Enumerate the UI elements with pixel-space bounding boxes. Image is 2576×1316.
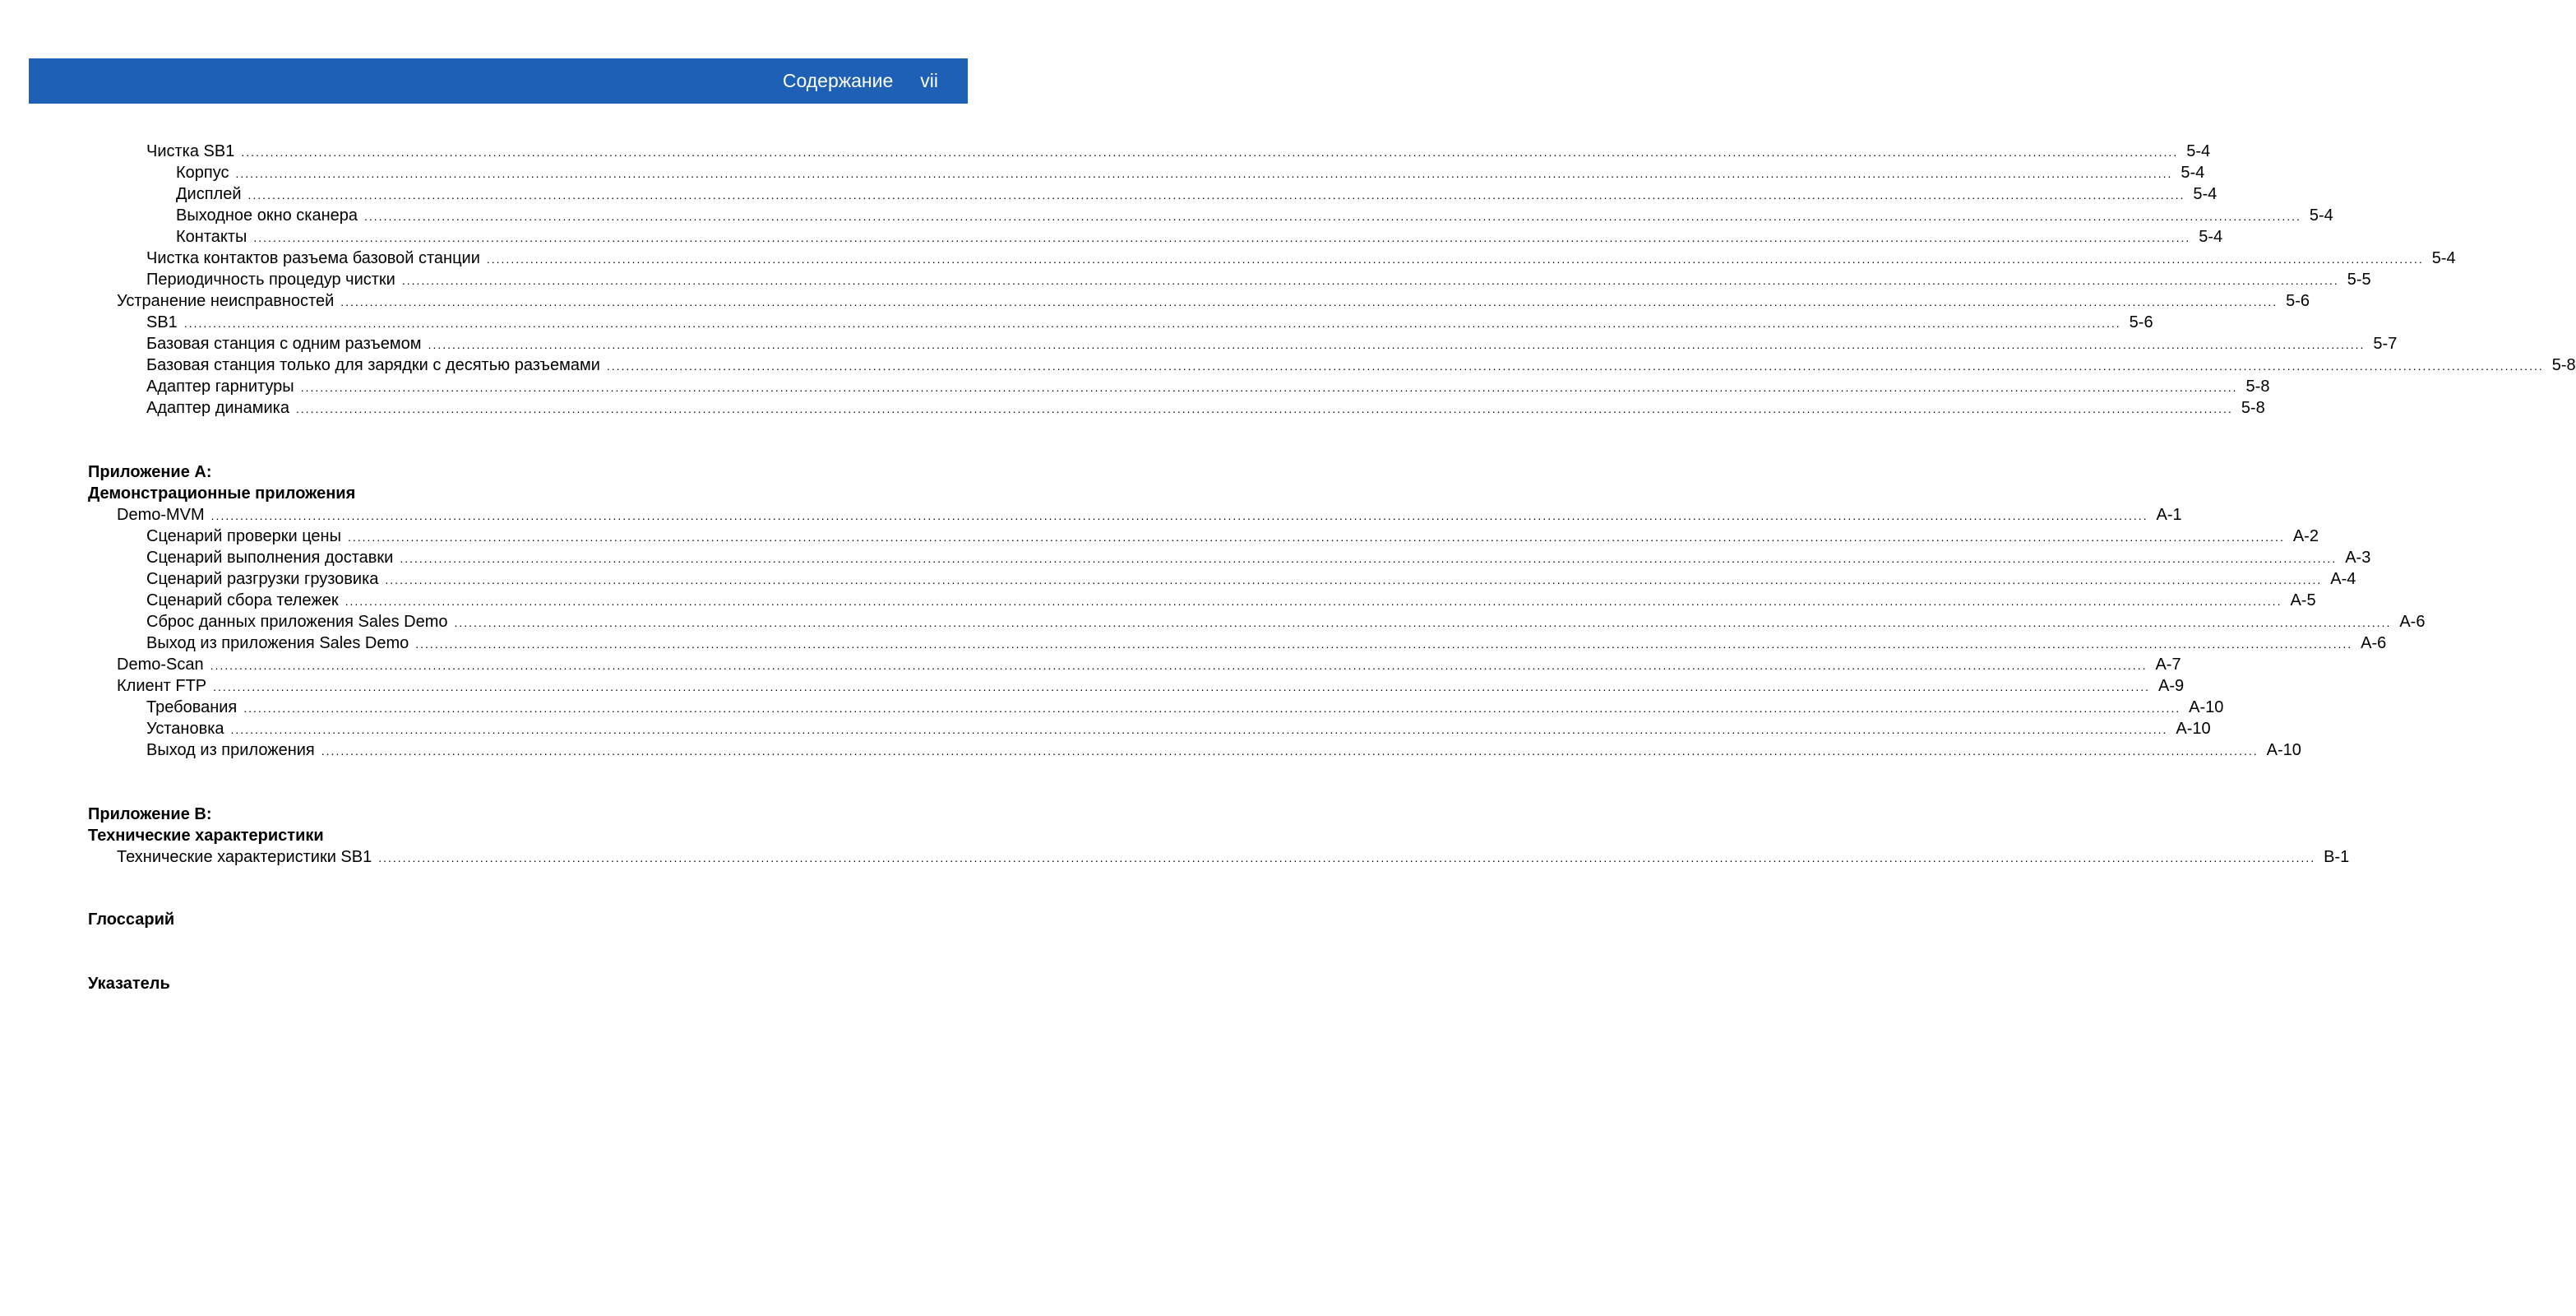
toc-entry-title: Клиент FTP	[117, 677, 207, 695]
toc-leader-dots: ................................................................................................................................................................................................................................................................................................................................................................................................................	[213, 680, 2151, 693]
toc-entry-page: 5-4	[2193, 185, 2218, 203]
toc-leader-dots: ................................................................................................................................................................................................................................................................................................................................................................................................................	[400, 552, 2338, 565]
appendix-b-heading-line1[interactable]: Приложение B:	[88, 805, 212, 823]
toc-leader-dots: ................................................................................................................................................................................................................................................................................................................................................................................................................	[340, 295, 2278, 308]
toc-entry[interactable]	[146, 354, 2576, 376]
toc-entry-title: Адаптер гарнитуры	[146, 378, 294, 396]
toc-entry-page: 5-4	[2431, 249, 2456, 267]
toc-entry[interactable]	[146, 718, 2211, 739]
page-header	[29, 58, 968, 104]
toc-leader-dots: ................................................................................................................................................................................................................................................................................................................................................................................................................	[428, 338, 2366, 351]
toc-entry-title: Выход из приложения	[146, 741, 315, 759]
appendix-a-heading-line2[interactable]: Демонстрационные приложения	[88, 484, 356, 503]
toc-entry-title: Адаптер динамика	[146, 399, 289, 417]
toc-entry-page: 5-8	[2551, 356, 2576, 374]
header-page-number: vii	[920, 70, 938, 91]
toc-entry-page: A-2	[2292, 527, 2319, 545]
toc-leader-dots: ................................................................................................................................................................................................................................................................................................................................................................................................................	[253, 231, 2191, 244]
toc-leader-dots: ................................................................................................................................................................................................................................................................................................................................................................................................................	[364, 210, 2301, 223]
toc-entry[interactable]	[176, 162, 2205, 183]
toc-block-appendix-a	[0, 504, 2426, 761]
toc-entry-title: Устранение неисправностей	[117, 292, 335, 310]
toc-entry[interactable]	[146, 590, 2316, 611]
toc-leader-dots: ................................................................................................................................................................................................................................................................................................................................................................................................................	[347, 531, 2285, 544]
toc-entry-title: Корпус	[176, 164, 229, 182]
toc-entry-title: Требования	[146, 698, 238, 716]
toc-entry[interactable]	[146, 547, 2371, 568]
toc-entry-page: 5-8	[2241, 399, 2265, 417]
index-heading[interactable]: Указатель	[88, 975, 170, 993]
toc-entry[interactable]	[117, 504, 2182, 526]
toc-entry-page: A-10	[2176, 720, 2211, 738]
toc-entry-title: Сценарий разгрузки грузовика	[146, 570, 379, 588]
toc-entry-page: A-3	[2345, 549, 2371, 567]
toc-entry-title: Demo-Scan	[117, 656, 204, 674]
toc-leader-dots: ................................................................................................................................................................................................................................................................................................................................................................................................................	[210, 509, 2148, 522]
toc-entry-title: Периодичность процедур чистки	[146, 271, 395, 289]
toc-entry[interactable]	[146, 697, 2224, 718]
toc-block-appendix-b	[0, 846, 2350, 868]
toc-entry-title: Дисплей	[176, 185, 242, 203]
toc-leader-dots: ................................................................................................................................................................................................................................................................................................................................................................................................................	[230, 723, 2168, 736]
toc-entry-page: 5-6	[2129, 313, 2153, 331]
table-of-contents	[0, 141, 2576, 994]
toc-entry-page: 5-4	[2186, 142, 2211, 160]
toc-entry[interactable]	[117, 290, 2310, 312]
toc-leader-dots: ................................................................................................................................................................................................................................................................................................................................................................................................................	[210, 659, 2148, 672]
toc-entry[interactable]	[176, 205, 2333, 226]
toc-entry-title: Чистка SB1	[146, 142, 235, 160]
toc-entry[interactable]	[117, 675, 2185, 697]
toc-leader-dots: ................................................................................................................................................................................................................................................................................................................................................................................................................	[345, 595, 2282, 608]
toc-entry[interactable]	[146, 611, 2426, 633]
toc-entry[interactable]	[146, 312, 2153, 333]
toc-leader-dots: ................................................................................................................................................................................................................................................................................................................................................................................................................	[235, 167, 2173, 180]
toc-leader-dots: ................................................................................................................................................................................................................................................................................................................................................................................................................	[247, 188, 2185, 202]
toc-leader-dots: ................................................................................................................................................................................................................................................................................................................................................................................................................	[385, 573, 2323, 586]
toc-leader-dots: ................................................................................................................................................................................................................................................................................................................................................................................................................	[300, 381, 2238, 394]
toc-entry[interactable]	[146, 397, 2265, 419]
toc-entry-title: Базовая станция с одним разъемом	[146, 335, 422, 353]
toc-leader-dots: ................................................................................................................................................................................................................................................................................................................................................................................................................	[321, 744, 2259, 758]
appendix-a-heading-line1[interactable]: Приложение A:	[88, 463, 212, 481]
toc-leader-dots: ................................................................................................................................................................................................................................................................................................................................................................................................................	[295, 402, 2233, 415]
toc-entry-title: Сценарий сбора тележек	[146, 591, 339, 609]
toc-entry-title: Выход из приложения Sales Demo	[146, 634, 409, 652]
toc-entry-page: 5-6	[2286, 292, 2310, 310]
header-title: Содержание	[782, 70, 894, 91]
toc-entry[interactable]	[146, 376, 2270, 397]
toc-entry-page: A-6	[2361, 634, 2387, 652]
toc-entry-page: 5-8	[2245, 378, 2270, 396]
toc-entry-title: Установка	[146, 720, 224, 738]
toc-entry[interactable]	[146, 633, 2387, 654]
toc-entry-page: A-5	[2290, 591, 2316, 609]
toc-entry-page: 5-4	[2309, 206, 2333, 225]
toc-entry-title: Сценарий проверки цены	[146, 527, 341, 545]
toc-entry-title: Чистка контактов разъема базовой станции	[146, 249, 480, 267]
toc-entry-page: A-4	[2330, 570, 2356, 588]
toc-entry[interactable]	[146, 141, 2211, 162]
toc-entry-page: A-9	[2158, 677, 2185, 695]
toc-entry-page: 5-4	[2181, 164, 2205, 182]
toc-entry-title: Demo-MVM	[117, 506, 205, 524]
toc-entry-page: A-6	[2399, 613, 2426, 631]
toc-entry-page: 5-7	[2373, 335, 2398, 353]
toc-leader-dots: ................................................................................................................................................................................................................................................................................................................................................................................................................	[486, 253, 2424, 266]
appendix-b-heading-line2[interactable]: Технические характеристики	[88, 827, 324, 845]
toc-entry-page: B-1	[2324, 848, 2350, 866]
glossary-heading[interactable]: Глоссарий	[88, 911, 175, 929]
toc-entry[interactable]	[176, 183, 2218, 205]
toc-entry-page: A-10	[2189, 698, 2224, 716]
toc-entry[interactable]	[176, 226, 2223, 248]
toc-leader-dots: ................................................................................................................................................................................................................................................................................................................................................................................................................	[183, 317, 2121, 330]
toc-entry-title: Сценарий выполнения доставки	[146, 549, 394, 567]
toc-entry[interactable]	[117, 654, 2181, 675]
toc-entry-title: Сброс данных приложения Sales Demo	[146, 613, 448, 631]
toc-entry-title: Технические характеристики SB1	[117, 848, 372, 866]
toc-block-chapter5	[0, 141, 2576, 419]
toc-leader-dots: ................................................................................................................................................................................................................................................................................................................................................................................................................	[415, 637, 2353, 651]
toc-entry-page: A-1	[2156, 506, 2182, 524]
toc-leader-dots: ................................................................................................................................................................................................................................................................................................................................................................................................................	[401, 274, 2339, 287]
toc-entry-title: Контакты	[176, 228, 247, 246]
toc-leader-dots: ................................................................................................................................................................................................................................................................................................................................................................................................................	[378, 851, 2316, 864]
toc-leader-dots: ................................................................................................................................................................................................................................................................................................................................................................................................................	[241, 146, 2179, 159]
toc-leader-dots: ................................................................................................................................................................................................................................................................................................................................................................................................................	[243, 702, 2181, 715]
toc-entry[interactable]	[146, 269, 2371, 290]
toc-entry[interactable]	[146, 739, 2301, 761]
toc-entry-title: Базовая станция только для зарядки с десятью разъемами	[146, 356, 600, 374]
toc-entry[interactable]	[146, 568, 2356, 590]
toc-entry[interactable]	[146, 526, 2319, 547]
toc-leader-dots: ................................................................................................................................................................................................................................................................................................................................................................................................................	[606, 359, 2544, 373]
toc-entry-page: A-7	[2155, 656, 2181, 674]
toc-entry[interactable]	[146, 248, 2456, 269]
toc-entry-page: 5-4	[2199, 228, 2223, 246]
toc-entry-title: Выходное окно сканера	[176, 206, 358, 225]
toc-entry-page: 5-5	[2347, 271, 2371, 289]
toc-entry[interactable]	[117, 846, 2350, 868]
toc-entry-title: SB1	[146, 313, 178, 331]
toc-leader-dots: ................................................................................................................................................................................................................................................................................................................................................................................................................	[454, 616, 2392, 629]
toc-entry[interactable]	[146, 333, 2398, 354]
toc-entry-page: A-10	[2266, 741, 2301, 759]
